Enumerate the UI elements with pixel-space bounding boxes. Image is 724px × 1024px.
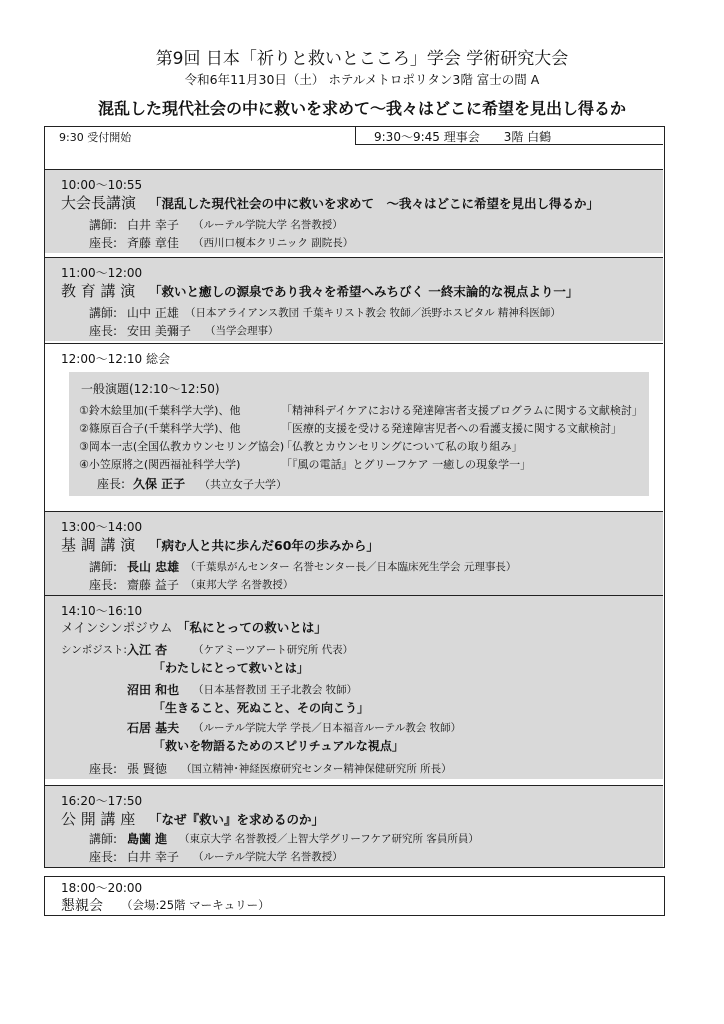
presidential-time: 10:00～10:55 [61,178,143,192]
education-speaker-role: 講師: [89,306,118,320]
public-lecture-chair-role: 座長: [89,850,118,864]
symposium-chair-role: 座長: [89,762,118,776]
symposium-title: 「私にとっての救いとは」 [177,620,327,635]
reception-text: 9:30 受付開始 [59,131,132,144]
paper-presenter-3: ③岡本一志(全国仏教カウンセリング協会) [79,440,285,453]
general-papers-heading: 一般演題(12:10～12:50) [81,382,220,396]
education-chair-role: 座長: [89,324,118,338]
general-papers-chair-affiliation: （共立女子大学） [199,478,287,491]
schedule-table [44,126,665,868]
public-lecture-section [45,785,663,867]
event-theme: 混乱した現代社会の中に救いを求めて～我々はどこに希望を見出し得るか [97,99,626,118]
panelist-talk-1: 「わたしにとって救いとは」 [153,661,309,675]
education-chair-affiliation: （当学会理事） [205,325,279,337]
symposium-chair: 張 賢徳 [127,762,167,776]
symposium-section [45,595,663,779]
public-lecture-label: 公 開 講 座 [61,810,136,828]
panelist-name-3: 石居 基夫 [127,721,180,735]
keynote-chair-affiliation: （東邦大学 名誉教授） [185,579,294,591]
presidential-chair: 斉藤 章佳 [127,236,179,250]
keynote-chair: 齋藤 益子 [127,578,179,592]
education-title: 「救いと癒しの源泉であり我々を希望へみちびく 一終末論的な視点より一」 [149,284,579,299]
keynote-title: 「病む人と共に歩んだ60年の歩みから」 [149,538,379,553]
presidential-title: 「混乱した現代社会の中に救いを求めて ～我々はどこに希望を見出し得るか」 [149,196,600,211]
public-lecture-speaker-affiliation: （東京大学 名誉教授／上智大学グリーフケア研究所 客員所員） [179,833,479,845]
public-lecture-chair-affiliation: （ルーテル学院大学 名誉教授） [193,851,343,863]
board-meeting-cell [355,127,663,145]
reception-party-box [44,876,665,916]
presidential-speaker: 白井 幸子 [127,218,179,232]
keynote-time: 13:00～14:00 [61,520,143,534]
panelist-talk-3: 「救いを物語るためのスピリチュアルな視点」 [153,739,404,753]
panelist-affiliation-2: （日本基督教団 王子北教会 牧師） [193,684,358,696]
public-lecture-time: 16:20～17:50 [61,794,143,808]
general-meeting-time: 12:00～12:10 総会 [61,352,170,366]
education-speaker-affiliation: （日本アライアンス教団 千葉キリスト教会 牧師／浜野ホスピタル 精神科医師） [185,307,561,319]
party-time: 18:00～20:00 [61,881,143,895]
keynote-label: 基 調 講 演 [61,536,136,554]
education-chair: 安田 美彌子 [127,324,191,338]
presidential-chair-affiliation: （西川口榎本クリニック 副院長） [193,237,354,249]
paper-title-1: 「精神科デイケアにおける発達障害者支援プログラムに関する文献検討」 [281,404,643,417]
general-papers-chair: 久保 正子 [133,477,186,491]
presidential-lecture-section [45,169,663,253]
education-label: 教 育 講 演 [61,282,136,300]
paper-presenter-2: ②篠原百合子(千葉科学大学)、他 [79,422,241,435]
paper-title-4: 「『風の電話』とグリーフケア 一癒しの現象学一」 [281,458,532,471]
general-papers-box [69,372,649,496]
keynote-section [45,511,663,595]
presidential-speaker-affiliation: （ルーテル学院大学 名誉教授） [193,219,343,231]
board-meeting-text: 9:30～9:45 理事会 3階 白鶴 [374,130,552,144]
panelist-name-1: 入江 杏 [127,643,168,657]
panelist-name-2: 沼田 和也 [127,683,180,697]
education-time: 11:00～12:00 [61,266,143,280]
keynote-speaker: 長山 忠雄 [127,560,180,574]
symposium-panel-label: シンポジスト: [61,644,127,656]
education-speaker: 山中 正雄 [127,306,179,320]
general-meeting-section [45,343,663,511]
registration-row [45,127,663,145]
paper-title-3: 「仏教とカウンセリングについて私の取り組み」 [281,440,523,453]
paper-presenter-1: ①鈴木絵里加(千葉科学大学)、他 [79,404,241,417]
party-venue: （会場:25階 マーキュリー） [121,898,270,912]
event-date-venue: 令和6年11月30日（土） ホテルメトロポリタン3階 富士の間 A [184,72,540,87]
general-papers-chair-role: 座長: [97,477,126,491]
symposium-chair-affiliation: （国立精神･神経医療研究センター精神保健研究所 所長） [181,763,452,775]
party-label: 懇親会 [61,898,103,914]
symposium-label: メインシンポジウム [61,620,173,635]
paper-presenter-4: ④小笠原將之(関西福祉科学大学) [79,458,241,471]
presidential-chair-role: 座長: [89,236,118,250]
education-lecture-section [45,257,663,341]
public-lecture-speaker: 島薗 進 [127,832,168,846]
public-lecture-chair: 白井 幸子 [127,850,179,864]
symposium-time: 14:10～16:10 [61,604,143,618]
keynote-speaker-affiliation: （千葉県がんセンター 名誉センター長／日本臨床死生学会 元理事長） [185,561,517,573]
keynote-speaker-role: 講師: [89,560,118,574]
panelist-affiliation-3: （ルーテル学院大学 学長／日本福音ルーテル教会 牧師） [193,722,462,734]
presidential-speaker-role: 講師: [89,218,118,232]
public-lecture-speaker-role: 講師: [89,832,118,846]
panelist-talk-2: 「生きること、死ぬこと、その向こう」 [153,701,370,715]
event-title: 第9回 日本「祈りと救いとこころ」学会 学術研究大会 [155,49,569,69]
paper-title-2: 「医療的支援を受ける発達障害児者への看護支援に関する文献検討」 [281,422,622,435]
panelist-affiliation-1: （ケアミーツアート研究所 代表） [193,644,354,656]
public-lecture-title: 「なぜ『救い』を求めるのか」 [149,812,325,827]
keynote-chair-role: 座長: [89,578,118,592]
presidential-label: 大会長講演 [61,194,137,212]
